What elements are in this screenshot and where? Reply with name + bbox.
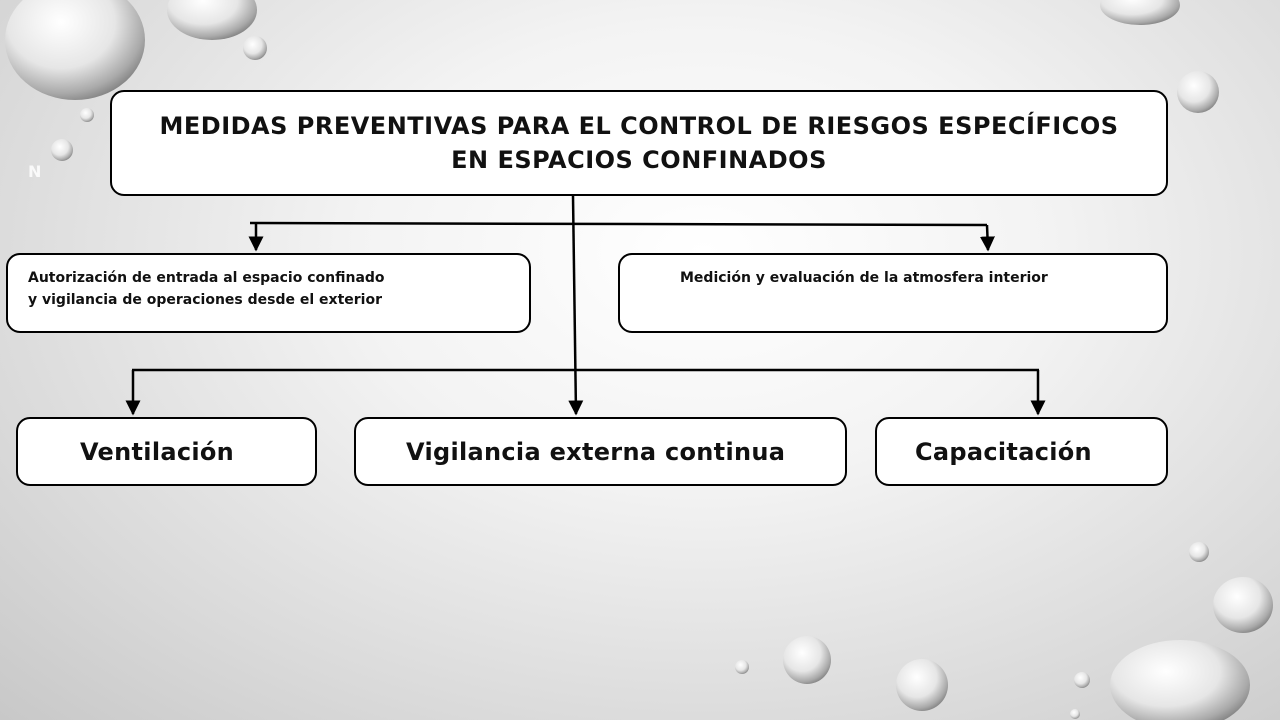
- water-drop: [1189, 542, 1209, 562]
- node-medicion: [618, 253, 1168, 333]
- node-autorizacion: [6, 253, 531, 333]
- water-drop: [1074, 672, 1090, 688]
- node-vigilancia: [354, 417, 847, 486]
- node-vigilancia-label: Vigilancia externa continua: [406, 437, 786, 466]
- node-capacitacion: [875, 417, 1168, 486]
- stray-letter: N: [28, 162, 42, 181]
- node-ventilacion: [16, 417, 317, 486]
- node-autorizacion-label: Autorización de entrada al espacio confinado y vigilancia de operaciones desde el exterior: [28, 270, 385, 308]
- water-drop: [896, 659, 948, 711]
- node-capacitacion-label: Capacitación: [915, 437, 1092, 466]
- node-ventilacion-label: Ventilación: [80, 437, 235, 466]
- water-drop: [5, 0, 145, 100]
- title-box: [110, 90, 1168, 196]
- water-drop: [783, 636, 831, 684]
- diagram-title: MEDIDAS PREVENTIVAS PARA EL CONTROL DE RIESGOS ESPECÍFICOS EN ESPACIOS CONFINADOS: [159, 112, 1119, 174]
- node-medicion-label: Medición y evaluación de la atmosfera interior: [680, 270, 1048, 286]
- water-drop: [51, 139, 73, 161]
- water-drop: [167, 0, 257, 40]
- water-drop: [1070, 709, 1080, 719]
- water-drop: [80, 108, 94, 122]
- water-drop: [1177, 71, 1219, 113]
- water-drop: [735, 660, 749, 674]
- water-drop: [1213, 577, 1273, 633]
- connector-main-trunk: [573, 196, 576, 414]
- water-drop: [1110, 640, 1250, 720]
- connector-arrow-to-medicion: [987, 225, 988, 250]
- water-drop: [243, 36, 267, 60]
- connector-upper-bar: [250, 223, 987, 225]
- water-drop: [1100, 0, 1180, 25]
